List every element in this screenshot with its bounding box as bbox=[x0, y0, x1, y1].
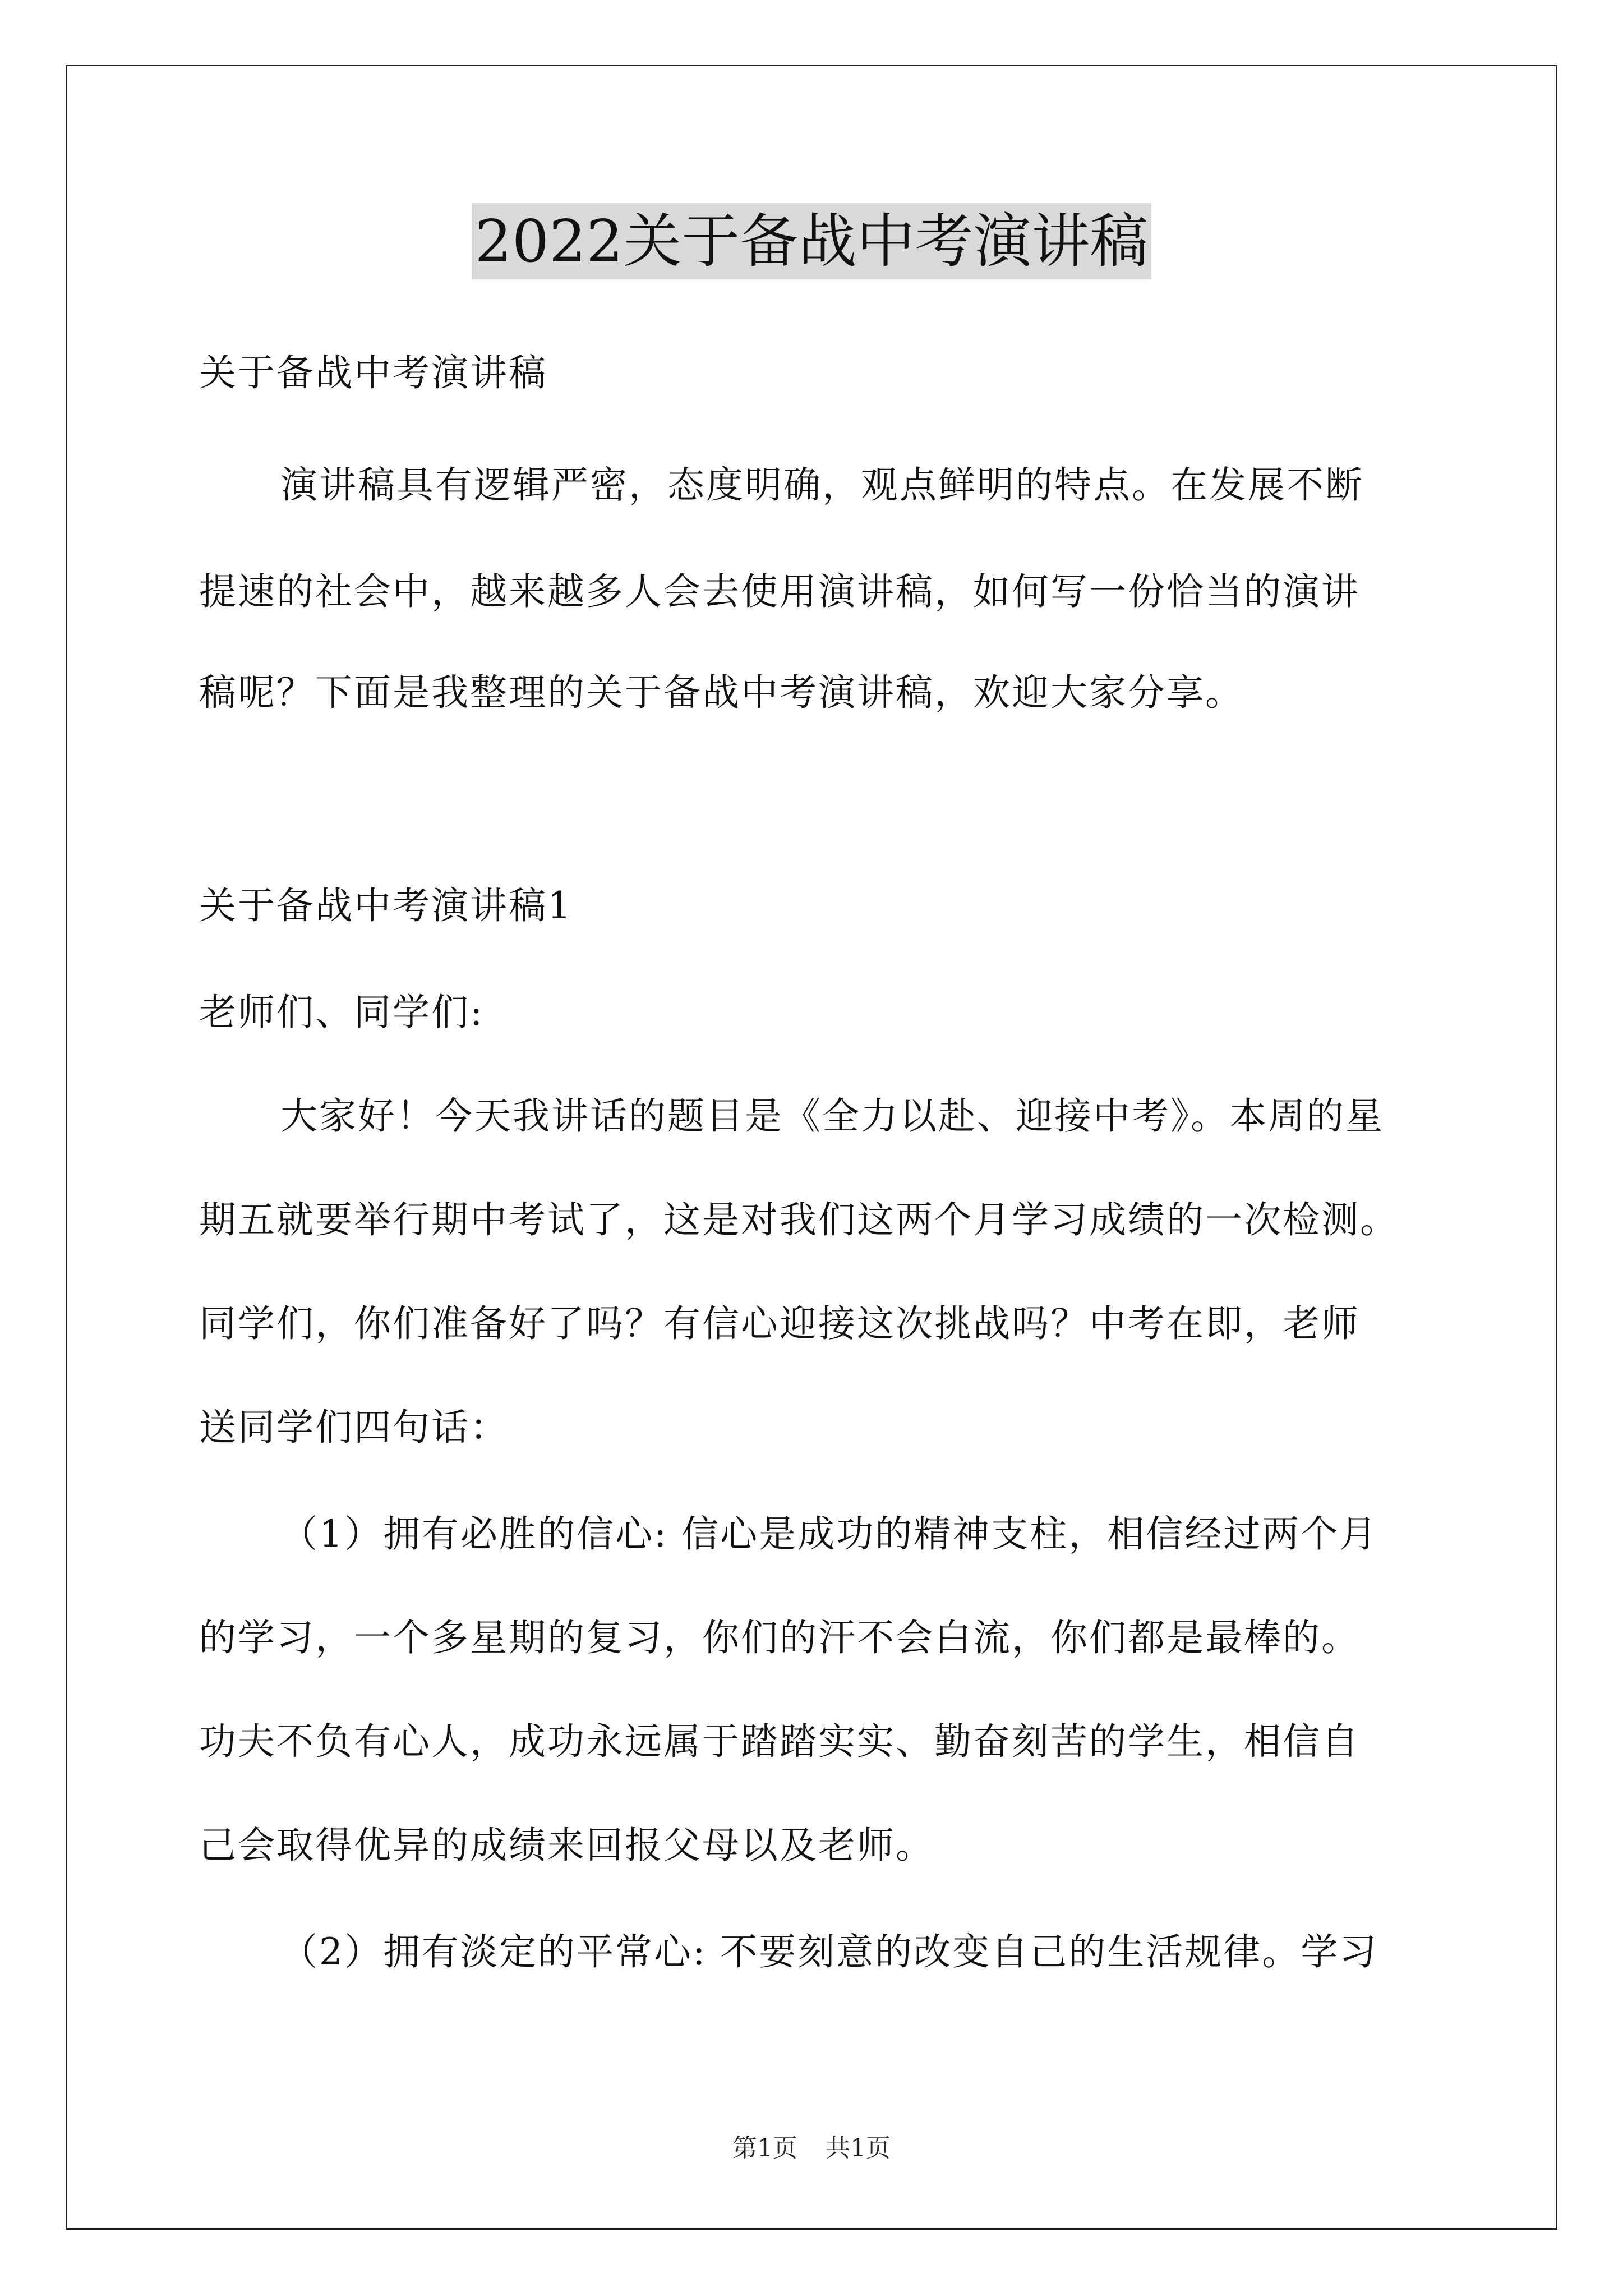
paragraph-line: 同学们，你们准备好了吗？有信心迎接这次挑战吗？中考在即，老师 bbox=[199, 1302, 1360, 1345]
page-footer bbox=[0, 2132, 1623, 2165]
paragraph-line: 提速的社会中，越来越多人会去使用演讲稿，如何写一份恰当的演讲 bbox=[199, 570, 1360, 613]
paragraph-line: 稿呢？下面是我整理的关于备战中考演讲稿，欢迎大家分享。 bbox=[199, 671, 1244, 714]
paragraph-line: 送同学们四句话： bbox=[199, 1406, 509, 1449]
intro-heading: 关于备战中考演讲稿 bbox=[199, 351, 547, 394]
paragraph-line: 己会取得优异的成绩来回报父母以及老师。 bbox=[199, 1824, 934, 1867]
salutation: 老师们、同学们: bbox=[199, 991, 485, 1034]
paragraph-line: 期五就要举行期中考试了，这是对我们这两个月学习成绩的一次检测。 bbox=[199, 1198, 1399, 1241]
paragraph-line: 功夫不负有心人，成功永远属于踏踏实实、勤奋刻苦的学生，相信自 bbox=[199, 1720, 1360, 1763]
section-heading: 关于备战中考演讲稿1 bbox=[199, 884, 573, 927]
paragraph-line: 的学习，一个多星期的复习，你们的汗不会白流，你们都是最棒的。 bbox=[199, 1616, 1360, 1659]
page-number: 第1页 bbox=[732, 2134, 797, 2162]
page-total: 共1页 bbox=[826, 2134, 891, 2162]
paragraph-line: （2）拥有淡定的平常心: 不要刻意的改变自己的生活规律。学习 bbox=[280, 1930, 1378, 1973]
document-title: 2022关于备战中考演讲稿 bbox=[472, 203, 1152, 279]
paragraph-line: （1）拥有必胜的信心: 信心是成功的精神支柱，相信经过两个月 bbox=[280, 1512, 1378, 1556]
paragraph-line: 演讲稿具有逻辑严密，态度明确，观点鲜明的特点。在发展不断 bbox=[280, 463, 1364, 507]
title-container bbox=[0, 203, 1623, 279]
paragraph-line: 大家好！今天我讲话的题目是《全力以赴、迎接中考》。本周的星 bbox=[280, 1094, 1384, 1138]
